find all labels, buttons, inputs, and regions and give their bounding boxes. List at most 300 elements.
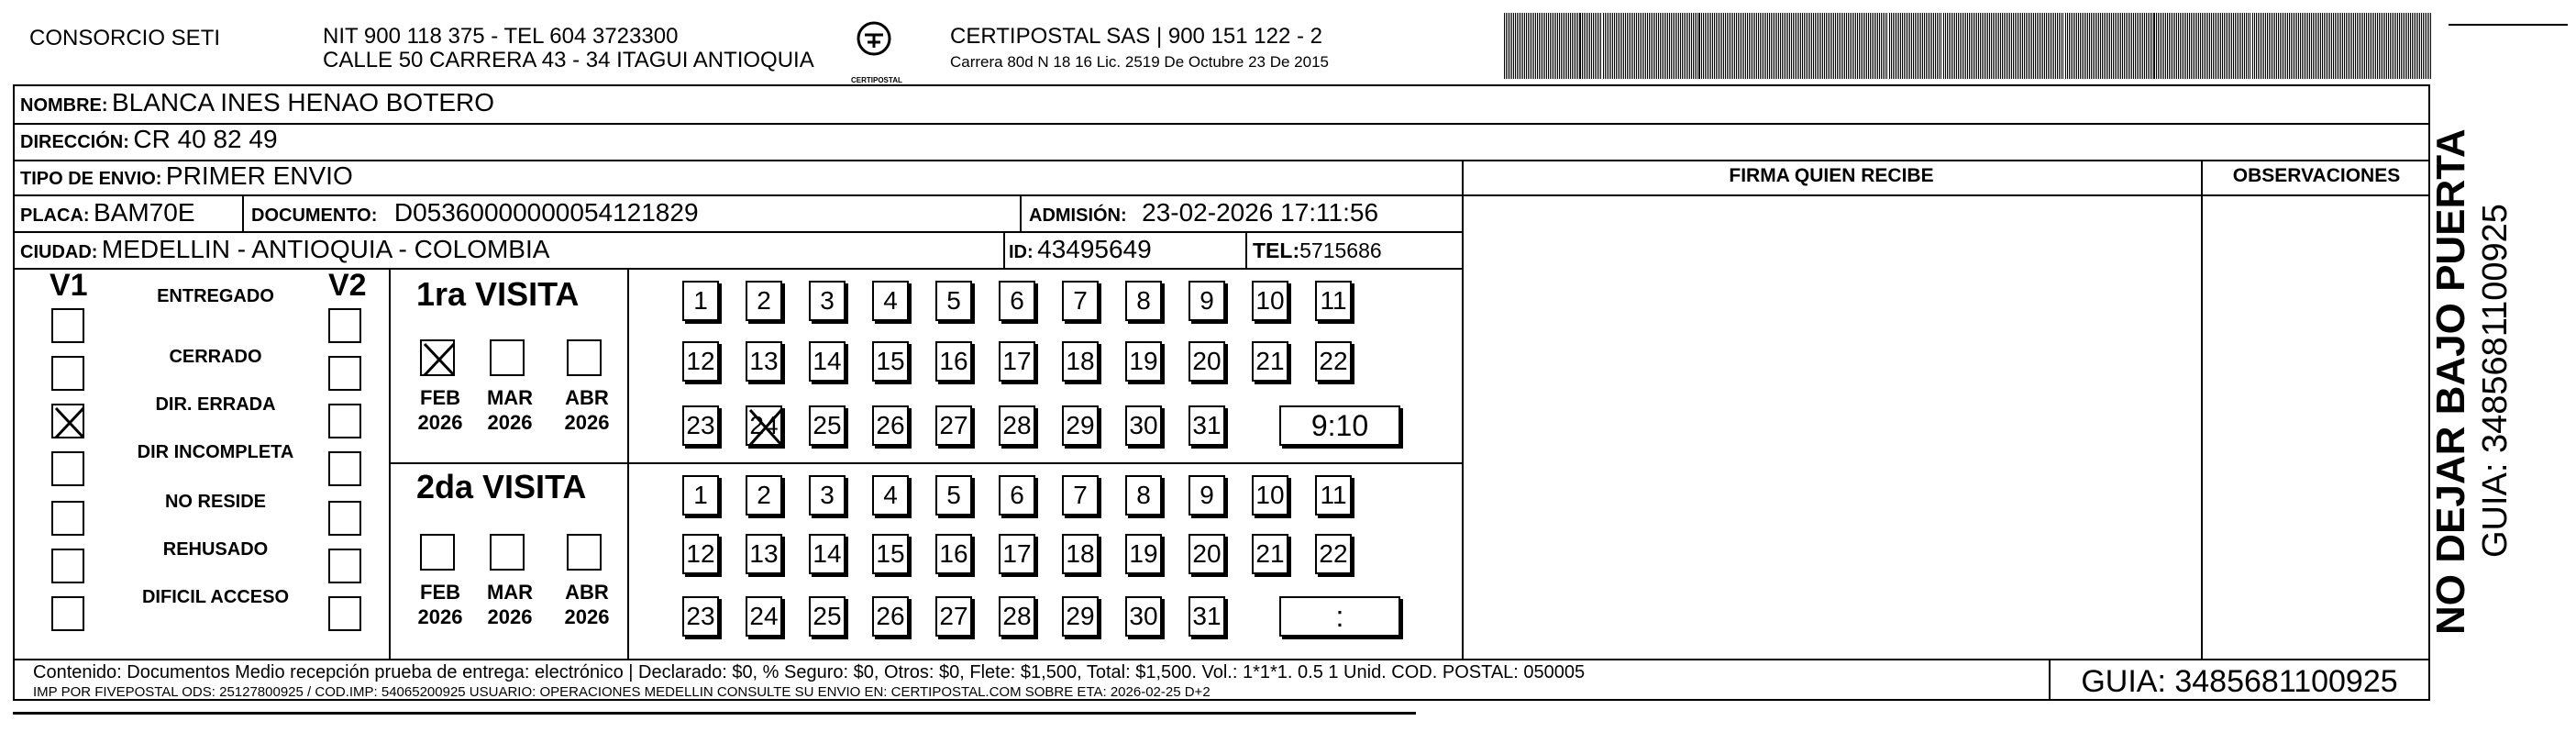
day-number: 8 <box>1136 286 1151 315</box>
day-box[interactable] <box>1315 534 1352 574</box>
barcode-bar <box>1557 13 1558 79</box>
barcode-bar <box>1751 13 1752 79</box>
time-box[interactable] <box>1279 596 1400 637</box>
barcode-bar <box>1707 13 1708 79</box>
day-box[interactable] <box>746 341 782 382</box>
day-box[interactable] <box>999 281 1035 321</box>
barcode-bar <box>1550 13 1551 79</box>
day-box[interactable] <box>746 534 782 574</box>
day-box[interactable] <box>746 596 782 637</box>
barcode-bar <box>1515 13 1516 79</box>
barcode-bar <box>1729 13 1730 79</box>
barcode-bar <box>1727 13 1728 79</box>
day-box[interactable] <box>809 596 846 637</box>
day-box[interactable] <box>999 341 1035 382</box>
contenido-line: Contenido: Documentos Medio recepción prueba de entrega: electrónico | Declarado: $0, % Seguro: $0, Otros: $0, Flete: $1,500, Total: $1,500. Vol.: 1*1*1. 0.5 1 Unid. COD. POSTAL: 050005 <box>33 662 1586 682</box>
barcode-bar <box>2176 13 2177 79</box>
barcode-bar <box>1695 13 1696 79</box>
month-name: MAR <box>486 581 534 604</box>
barcode-bar <box>2071 13 2072 79</box>
day-box[interactable] <box>872 475 909 516</box>
barcode-bar <box>2390 13 2391 79</box>
day-box[interactable] <box>809 405 846 446</box>
day-box[interactable] <box>1188 405 1225 446</box>
v2-checkbox[interactable] <box>328 501 361 536</box>
day-number: 27 <box>939 602 968 630</box>
day-box[interactable] <box>1252 341 1288 382</box>
v2-checkbox[interactable] <box>328 549 361 583</box>
barcode-bar <box>1716 13 1717 79</box>
day-box[interactable] <box>935 281 972 321</box>
v2-checkbox[interactable] <box>328 596 361 631</box>
day-number: 13 <box>749 539 779 568</box>
barcode-bar <box>2384 13 2385 79</box>
barcode-bar <box>2007 13 2008 79</box>
barcode-bar <box>2046 13 2047 79</box>
barcode-bar <box>2198 13 2199 79</box>
day-box[interactable] <box>1188 341 1225 382</box>
barcode-bar <box>1886 13 1887 79</box>
barcode-bar <box>1736 13 1737 79</box>
barcode-bar <box>2324 13 2325 79</box>
day-box[interactable] <box>682 341 719 382</box>
barcode-bar <box>2331 13 2332 79</box>
barcode-bar <box>1855 13 1856 79</box>
day-number: 17 <box>1002 347 1032 375</box>
documento-label: DOCUMENTO: <box>251 205 378 226</box>
v2-checkbox[interactable] <box>328 356 361 391</box>
barcode-bar <box>2062 13 2063 79</box>
barcode-bar <box>1600 13 1601 79</box>
barcode-bar <box>2298 13 2299 79</box>
firma-header: FIRMA QUIEN RECIBE <box>1729 165 1934 186</box>
barcode-bar <box>1987 13 1988 79</box>
day-number: 7 <box>1073 286 1088 315</box>
barcode-bar <box>2261 13 2262 79</box>
barcode-bar <box>2135 13 2136 79</box>
barcode-bar <box>1667 13 1668 79</box>
barcode-bar <box>2338 13 2339 79</box>
barcode-bar <box>1548 13 1549 79</box>
barcode-bar <box>1625 13 1626 79</box>
observaciones-header: OBSERVACIONES <box>2232 165 2401 186</box>
barcode-bar <box>2417 13 2418 79</box>
barcode-bar <box>1820 13 1821 79</box>
day-box[interactable] <box>1188 534 1225 574</box>
month-checkbox[interactable] <box>420 339 455 376</box>
barcode-bar <box>1535 13 1536 79</box>
day-box[interactable] <box>872 405 909 446</box>
barcode-bar <box>1798 13 1799 79</box>
row-divider <box>13 123 2430 125</box>
barcode-bar <box>2237 13 2238 79</box>
barcode-bar <box>1574 13 1575 79</box>
barcode-bar <box>1989 13 1990 79</box>
day-box[interactable] <box>1252 475 1288 516</box>
cell-divider <box>1020 194 1022 231</box>
month-checkbox[interactable] <box>567 534 602 571</box>
day-box[interactable] <box>1315 475 1352 516</box>
v1-checkbox[interactable] <box>51 596 84 631</box>
day-box[interactable] <box>682 596 719 637</box>
barcode-bar <box>1743 13 1744 79</box>
barcode-bar <box>1811 13 1812 79</box>
barcode-bar <box>2423 13 2424 79</box>
certipostal-line: CERTIPOSTAL SAS | 900 151 122 - 2 <box>950 24 1322 49</box>
day-box[interactable] <box>746 475 782 516</box>
barcode-bar <box>2165 13 2166 79</box>
barcode-bar <box>1632 13 1633 79</box>
barcode-bar <box>1762 13 1763 79</box>
day-box[interactable] <box>935 341 972 382</box>
day-box[interactable] <box>999 534 1035 574</box>
month-year: 2026 <box>487 605 533 628</box>
barcode-bar <box>2172 13 2173 79</box>
barcode-bar <box>1561 13 1562 79</box>
ciudad-label: CIUDAD: <box>20 242 98 262</box>
barcode-bar <box>2122 13 2123 79</box>
month-label <box>559 385 614 435</box>
month-checkbox[interactable] <box>490 339 525 376</box>
barcode-bar <box>1780 13 1781 79</box>
barcode-bar <box>2020 13 2021 79</box>
day-box[interactable] <box>682 534 719 574</box>
barcode-bar <box>2220 13 2221 79</box>
barcode-bar <box>2078 13 2079 79</box>
barcode-bar <box>1842 13 1843 79</box>
barcode-bar <box>1662 13 1663 79</box>
day-box[interactable] <box>809 534 846 574</box>
day-box[interactable] <box>682 475 719 516</box>
day-box[interactable] <box>935 596 972 637</box>
barcode-bar <box>2151 13 2152 79</box>
month-name: FEB <box>420 581 460 604</box>
barcode-bar <box>1589 13 1590 79</box>
day-box[interactable] <box>746 281 782 321</box>
day-box[interactable] <box>1125 405 1162 446</box>
barcode-bar <box>2022 13 2023 79</box>
barcode-bar <box>1703 13 1704 79</box>
day-box[interactable] <box>1252 281 1288 321</box>
barcode-bar <box>2100 13 2101 79</box>
barcode-bar <box>2069 13 2070 79</box>
barcode-bar <box>2392 13 2393 79</box>
barcode-bar <box>2037 13 2038 79</box>
tipo-label: TIPO DE ENVIO: <box>20 169 162 189</box>
barcode-bar <box>1774 13 1775 79</box>
day-number: 31 <box>1192 411 1222 439</box>
observaciones-area[interactable] <box>2203 196 2430 659</box>
barcode-bar <box>1607 13 1608 79</box>
barcode-bar <box>2018 13 2019 79</box>
day-box[interactable] <box>935 475 972 516</box>
barcode-bar <box>2419 13 2420 79</box>
barcode-bar <box>2430 13 2431 79</box>
barcode-bar <box>1995 13 1996 79</box>
barcode-bar <box>1640 13 1641 79</box>
day-number: 20 <box>1192 347 1222 375</box>
day-number: 17 <box>1002 539 1032 568</box>
barcode-bar <box>2140 13 2141 79</box>
v2-checkbox[interactable] <box>328 451 361 486</box>
day-box[interactable] <box>1062 475 1099 516</box>
barcode-bar <box>1517 13 1518 79</box>
v1-checkbox[interactable] <box>51 549 84 583</box>
barcode-bar <box>2082 13 2083 79</box>
month-checkbox[interactable] <box>420 534 455 571</box>
reason-label: DIR INCOMPLETA <box>137 442 294 462</box>
day-box[interactable] <box>809 341 846 382</box>
barcode-bar <box>2118 13 2119 79</box>
license-line: Carrera 80d N 18 16 Lic. 2519 De Octubre 23 De 2015 <box>950 53 1329 71</box>
barcode-bar <box>1974 13 1975 79</box>
barcode-bar <box>1654 13 1655 79</box>
barcode-bar <box>1985 13 1986 79</box>
barcode-bar <box>1817 13 1818 79</box>
barcode-bar <box>1883 13 1884 79</box>
barcode-bar <box>2167 13 2168 79</box>
barcode-bar <box>1982 13 1983 79</box>
barcode-bar <box>2048 13 2049 79</box>
day-box[interactable] <box>1188 281 1225 321</box>
reason-label: DIFICIL ACCESO <box>141 587 289 607</box>
barcode-bar <box>2148 13 2149 79</box>
day-number: 8 <box>1136 481 1151 509</box>
barcode-bar <box>2375 13 2376 79</box>
barcode-bar <box>2202 13 2203 79</box>
day-number: 2 <box>757 481 771 509</box>
barcode-bar <box>2304 13 2305 79</box>
barcode-bar <box>2366 13 2367 79</box>
barcode-bar <box>1931 13 1932 79</box>
day-box[interactable] <box>1125 475 1162 516</box>
barcode-bar <box>2388 13 2389 79</box>
day-number: 26 <box>876 602 905 630</box>
barcode-bar <box>2233 13 2234 79</box>
day-box[interactable] <box>809 281 846 321</box>
barcode-bar <box>1804 13 1805 79</box>
reason-label: REHUSADO <box>162 539 269 560</box>
id-value: 43495649 <box>1037 235 1152 263</box>
v2-header: V2 <box>328 268 367 303</box>
barcode-bar <box>2254 13 2255 79</box>
barcode-bar <box>2011 13 2012 79</box>
day-box[interactable] <box>999 475 1035 516</box>
barcode-bar <box>1629 13 1630 79</box>
barcode-bar <box>2280 13 2281 79</box>
day-box[interactable] <box>872 341 909 382</box>
barcode-bar <box>2224 13 2225 79</box>
barcode-bar <box>2309 13 2310 79</box>
barcode-bar <box>2153 13 2155 79</box>
barcode-bar <box>1734 13 1735 79</box>
month-name: ABR <box>565 581 609 604</box>
barcode-bar <box>1509 13 1510 79</box>
barcode-bar <box>1965 13 1966 79</box>
month-name: ABR <box>565 386 609 409</box>
barcode-bar <box>2002 13 2003 79</box>
barcode-bar <box>1828 13 1829 79</box>
barcode-bar <box>2267 13 2268 79</box>
barcode-bar <box>1924 13 1925 79</box>
barcode-bar <box>1698 13 1700 79</box>
day-number: 2 <box>757 286 771 315</box>
barcode-bar <box>1660 13 1661 79</box>
barcode-bar <box>1752 13 1753 79</box>
day-box[interactable] <box>999 596 1035 637</box>
day-number: 6 <box>1010 286 1024 315</box>
month-label <box>482 580 537 629</box>
day-box[interactable] <box>1315 281 1352 321</box>
barcode-bar <box>2065 13 2066 79</box>
barcode-bar <box>1767 13 1768 79</box>
day-box[interactable] <box>809 475 846 516</box>
day-box[interactable] <box>935 405 972 446</box>
barcode-bar <box>1614 13 1615 79</box>
day-box[interactable] <box>746 405 782 446</box>
barcode-bar <box>2137 13 2138 79</box>
day-box[interactable] <box>1188 475 1225 516</box>
barcode-bar <box>1587 13 1588 79</box>
barcode-bar <box>2182 13 2183 79</box>
barcode-bar <box>1541 13 1542 79</box>
barcode-bar <box>1721 13 1722 79</box>
day-box[interactable] <box>1062 341 1099 382</box>
day-box[interactable] <box>935 534 972 574</box>
barcode-bar <box>1618 13 1619 79</box>
barcode-bar <box>1940 13 1941 79</box>
day-box[interactable] <box>872 281 909 321</box>
day-number: 3 <box>820 286 835 315</box>
cell-divider <box>242 194 244 231</box>
barcode-bar <box>1920 13 1921 79</box>
barcode-bar <box>2333 13 2334 79</box>
day-number: 20 <box>1192 539 1222 568</box>
barcode-bar <box>1800 13 1801 79</box>
v2-checkbox[interactable] <box>328 404 361 438</box>
day-box[interactable] <box>1062 281 1099 321</box>
barcode-bar <box>1809 13 1810 79</box>
day-number: 15 <box>876 347 905 375</box>
barcode-bar <box>2204 13 2205 79</box>
day-box[interactable] <box>1188 596 1225 637</box>
top-right-divider <box>2449 24 2568 26</box>
v1-checkbox[interactable] <box>51 356 84 391</box>
v1-checkbox[interactable] <box>51 501 84 536</box>
barcode-bar <box>2067 13 2068 79</box>
day-box[interactable] <box>1125 281 1162 321</box>
day-box[interactable] <box>872 534 909 574</box>
barcode-bar <box>1978 13 1979 79</box>
barcode-bar <box>2191 13 2192 79</box>
day-number: 19 <box>1129 347 1158 375</box>
day-box[interactable] <box>872 596 909 637</box>
day-number: 13 <box>749 347 779 375</box>
barcode-bar <box>1621 13 1622 79</box>
barcode-bar <box>2307 13 2308 79</box>
barcode-bar <box>1993 13 1994 79</box>
barcode-bar <box>1937 13 1938 79</box>
barcode-bar <box>2169 13 2170 79</box>
barcode-bar <box>1758 13 1759 79</box>
barcode-bar <box>2244 13 2245 79</box>
day-box[interactable] <box>1125 534 1162 574</box>
barcode-bar <box>1795 13 1796 79</box>
month-checkbox[interactable] <box>490 534 525 571</box>
visit2-time: : <box>1335 599 1344 633</box>
barcode-bar <box>1636 13 1637 79</box>
barcode-bar <box>2050 13 2051 79</box>
barcode-bar <box>2120 13 2121 79</box>
barcode-bar <box>2215 13 2216 79</box>
barcode-bar <box>1949 13 1950 79</box>
barcode-bar <box>1747 13 1748 79</box>
barcode-bar <box>1895 13 1896 79</box>
barcode-bar <box>1712 13 1713 79</box>
day-box[interactable] <box>1315 341 1352 382</box>
barcode-bar <box>1526 13 1527 79</box>
day-box[interactable] <box>999 405 1035 446</box>
barcode-bar <box>2209 13 2210 79</box>
ciudad-cell <box>20 235 549 264</box>
day-box[interactable] <box>1125 341 1162 382</box>
month-checkbox[interactable] <box>567 339 602 376</box>
barcode-bar <box>2160 13 2161 79</box>
tel-value: 5715686 <box>1299 238 1382 262</box>
day-number: 10 <box>1255 286 1285 315</box>
v1-checkbox[interactable] <box>51 451 84 486</box>
v2-checkbox[interactable] <box>328 308 361 343</box>
barcode-bar <box>1687 13 1688 79</box>
barcode-bar <box>2171 13 2172 79</box>
barcode-bar <box>1859 13 1860 79</box>
barcode-bar <box>1520 13 1521 79</box>
month-label <box>413 580 468 629</box>
barcode-bar <box>2076 13 2077 79</box>
time-box[interactable] <box>1279 405 1400 446</box>
barcode-bar <box>1591 13 1592 79</box>
barcode-bar <box>1714 13 1715 79</box>
barcode-bar <box>2322 13 2323 79</box>
day-box[interactable] <box>1252 534 1288 574</box>
day-box[interactable] <box>682 281 719 321</box>
barcode-bar <box>1555 13 1556 79</box>
barcode-bar <box>2144 13 2145 79</box>
barcode-bar <box>2311 13 2312 79</box>
barcode-bar <box>1605 13 1606 79</box>
barcode-bar <box>2316 13 2317 79</box>
barcode-bar <box>1593 13 1594 79</box>
barcode-bar <box>1791 13 1792 79</box>
day-box[interactable] <box>1125 596 1162 637</box>
day-box[interactable] <box>1062 596 1099 637</box>
barcode-bar <box>2040 13 2041 79</box>
v1-checkbox[interactable] <box>51 308 84 343</box>
barcode-bar <box>1896 13 1897 79</box>
v1-checkbox[interactable] <box>51 404 84 438</box>
day-box[interactable] <box>1062 405 1099 446</box>
firma-area[interactable] <box>1464 196 2201 659</box>
day-box[interactable] <box>1062 534 1099 574</box>
day-box[interactable] <box>682 405 719 446</box>
barcode-bar <box>1740 13 1741 79</box>
barcode-bar <box>1900 13 1901 79</box>
barcode-bar <box>1881 13 1882 79</box>
barcode-bar <box>2161 13 2162 79</box>
barcode-bar <box>2410 13 2411 79</box>
barcode-bar <box>1612 13 1613 79</box>
barcode-bar <box>1877 13 1878 79</box>
